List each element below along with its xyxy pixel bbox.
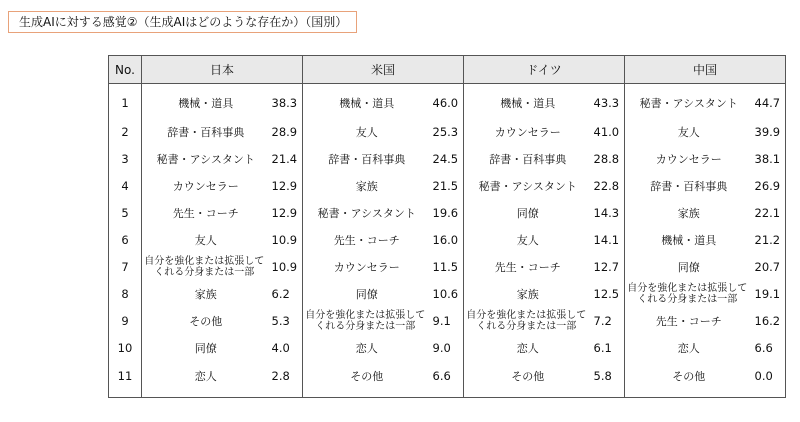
- value-cell-usa: 21.5: [431, 172, 464, 199]
- item-cell-usa: その他: [303, 361, 431, 398]
- value-cell-usa: 16.0: [431, 226, 464, 253]
- value-cell-usa: 46.0: [431, 84, 464, 119]
- item-cell-china: 先生・コーチ: [625, 307, 753, 334]
- item-cell-china: 同僚: [625, 253, 753, 280]
- item-cell-germany: 友人: [464, 226, 592, 253]
- item-cell-china: [625, 280, 753, 307]
- rank-number: 1: [109, 84, 142, 119]
- rank-number: 5: [109, 199, 142, 226]
- item-cell-japan: 先生・コーチ: [142, 199, 270, 226]
- value-cell-germany: 43.3: [592, 84, 625, 119]
- value-cell-usa: 11.5: [431, 253, 464, 280]
- header-country-germany: ドイツ: [464, 56, 625, 84]
- item-cell-japan: 辞書・百科事典: [142, 118, 270, 145]
- value-cell-usa: 24.5: [431, 145, 464, 172]
- value-cell-germany: 41.0: [592, 118, 625, 145]
- item-cell-germany: 先生・コーチ: [464, 253, 592, 280]
- value-cell-germany: 22.8: [592, 172, 625, 199]
- item-label-line2: くれる分身または一部: [476, 320, 577, 332]
- item-label-line2: くれる分身または一部: [637, 293, 738, 305]
- header-no: No.: [109, 56, 142, 84]
- item-label-line2: くれる分身または一部: [315, 320, 416, 332]
- item-cell-germany: カウンセラー: [464, 118, 592, 145]
- value-cell-japan: 6.2: [270, 280, 303, 307]
- item-cell-usa: 秘書・アシスタント: [303, 199, 431, 226]
- table-row: [109, 118, 786, 145]
- value-cell-usa: 19.6: [431, 199, 464, 226]
- rank-number: 7: [109, 253, 142, 280]
- rank-number: 11: [109, 361, 142, 398]
- table-row: [109, 361, 786, 398]
- item-cell-usa: 機械・道具: [303, 84, 431, 119]
- table-row: [109, 307, 786, 334]
- item-cell-germany: その他: [464, 361, 592, 398]
- value-cell-germany: 12.7: [592, 253, 625, 280]
- item-cell-usa: 恋人: [303, 334, 431, 361]
- item-cell-germany: 機械・道具: [464, 84, 592, 119]
- item-cell-china: 家族: [625, 199, 753, 226]
- value-cell-germany: 12.5: [592, 280, 625, 307]
- value-cell-japan: 28.9: [270, 118, 303, 145]
- item-cell-japan: 同僚: [142, 334, 270, 361]
- item-cell-japan: 友人: [142, 226, 270, 253]
- value-cell-japan: 10.9: [270, 253, 303, 280]
- rank-number: 2: [109, 118, 142, 145]
- item-cell-china: カウンセラー: [625, 145, 753, 172]
- item-cell-germany: [464, 307, 592, 334]
- header-country-usa: 米国: [303, 56, 464, 84]
- value-cell-usa: 6.6: [431, 361, 464, 398]
- table-row: [109, 280, 786, 307]
- value-cell-japan: 5.3: [270, 307, 303, 334]
- item-label-multiline: [625, 283, 752, 305]
- item-cell-japan: 機械・道具: [142, 84, 270, 119]
- item-label-multiline: [303, 310, 430, 332]
- item-label-line1: 自分を強化または拡張して: [466, 309, 587, 321]
- value-cell-china: 6.6: [753, 334, 786, 361]
- value-cell-china: 0.0: [753, 361, 786, 398]
- item-cell-germany: 同僚: [464, 199, 592, 226]
- table-row: [109, 253, 786, 280]
- item-label-line2: くれる分身または一部: [154, 266, 255, 278]
- item-cell-japan: その他: [142, 307, 270, 334]
- item-cell-china: その他: [625, 361, 753, 398]
- item-cell-japan: [142, 253, 270, 280]
- rank-number: 6: [109, 226, 142, 253]
- value-cell-china: 44.7: [753, 84, 786, 119]
- value-cell-germany: 28.8: [592, 145, 625, 172]
- item-cell-germany: 家族: [464, 280, 592, 307]
- rank-number: 10: [109, 334, 142, 361]
- rank-number: 8: [109, 280, 142, 307]
- item-cell-japan: カウンセラー: [142, 172, 270, 199]
- item-label-line1: 自分を強化または拡張して: [627, 282, 748, 294]
- item-cell-usa: [303, 307, 431, 334]
- value-cell-japan: 12.9: [270, 172, 303, 199]
- item-label-multiline: [142, 256, 269, 278]
- value-cell-germany: 5.8: [592, 361, 625, 398]
- item-cell-usa: 同僚: [303, 280, 431, 307]
- value-cell-usa: 9.1: [431, 307, 464, 334]
- item-cell-china: 辞書・百科事典: [625, 172, 753, 199]
- item-label-line1: 自分を強化または拡張して: [305, 309, 426, 321]
- value-cell-japan: 4.0: [270, 334, 303, 361]
- table-row: [109, 334, 786, 361]
- header-country-japan: 日本: [142, 56, 303, 84]
- value-cell-china: 26.9: [753, 172, 786, 199]
- item-cell-japan: 家族: [142, 280, 270, 307]
- value-cell-china: 20.7: [753, 253, 786, 280]
- value-cell-germany: 7.2: [592, 307, 625, 334]
- header-country-china: 中国: [625, 56, 786, 84]
- rank-number: 4: [109, 172, 142, 199]
- ranking-table: [108, 55, 786, 398]
- table-row: [109, 84, 786, 119]
- value-cell-japan: 2.8: [270, 361, 303, 398]
- value-cell-japan: 12.9: [270, 199, 303, 226]
- item-cell-japan: 秘書・アシスタント: [142, 145, 270, 172]
- item-cell-japan: 恋人: [142, 361, 270, 398]
- item-cell-usa: 先生・コーチ: [303, 226, 431, 253]
- value-cell-japan: 21.4: [270, 145, 303, 172]
- item-cell-germany: 秘書・アシスタント: [464, 172, 592, 199]
- item-cell-germany: 辞書・百科事典: [464, 145, 592, 172]
- value-cell-china: 38.1: [753, 145, 786, 172]
- rank-number: 3: [109, 145, 142, 172]
- rank-number: 9: [109, 307, 142, 334]
- item-label-line1: 自分を強化または拡張して: [144, 255, 265, 267]
- item-cell-china: 友人: [625, 118, 753, 145]
- table-header-row: [109, 56, 786, 84]
- value-cell-japan: 10.9: [270, 226, 303, 253]
- page-title: 生成AIに対する感覚②（生成AIはどのような存在か）（国別）: [8, 11, 357, 33]
- item-cell-usa: カウンセラー: [303, 253, 431, 280]
- table-row: [109, 145, 786, 172]
- item-cell-germany: 恋人: [464, 334, 592, 361]
- value-cell-china: 22.1: [753, 199, 786, 226]
- value-cell-germany: 14.3: [592, 199, 625, 226]
- item-cell-china: 恋人: [625, 334, 753, 361]
- value-cell-usa: 10.6: [431, 280, 464, 307]
- value-cell-china: 21.2: [753, 226, 786, 253]
- item-cell-china: 秘書・アシスタント: [625, 84, 753, 119]
- table-body: [109, 84, 786, 398]
- item-cell-usa: 友人: [303, 118, 431, 145]
- value-cell-usa: 9.0: [431, 334, 464, 361]
- table-row: [109, 172, 786, 199]
- table-row: [109, 226, 786, 253]
- value-cell-china: 19.1: [753, 280, 786, 307]
- item-cell-china: 機械・道具: [625, 226, 753, 253]
- value-cell-germany: 14.1: [592, 226, 625, 253]
- value-cell-china: 39.9: [753, 118, 786, 145]
- value-cell-germany: 6.1: [592, 334, 625, 361]
- value-cell-japan: 38.3: [270, 84, 303, 119]
- value-cell-usa: 25.3: [431, 118, 464, 145]
- item-cell-usa: 家族: [303, 172, 431, 199]
- value-cell-china: 16.2: [753, 307, 786, 334]
- item-cell-usa: 辞書・百科事典: [303, 145, 431, 172]
- table-row: [109, 199, 786, 226]
- item-label-multiline: [464, 310, 591, 332]
